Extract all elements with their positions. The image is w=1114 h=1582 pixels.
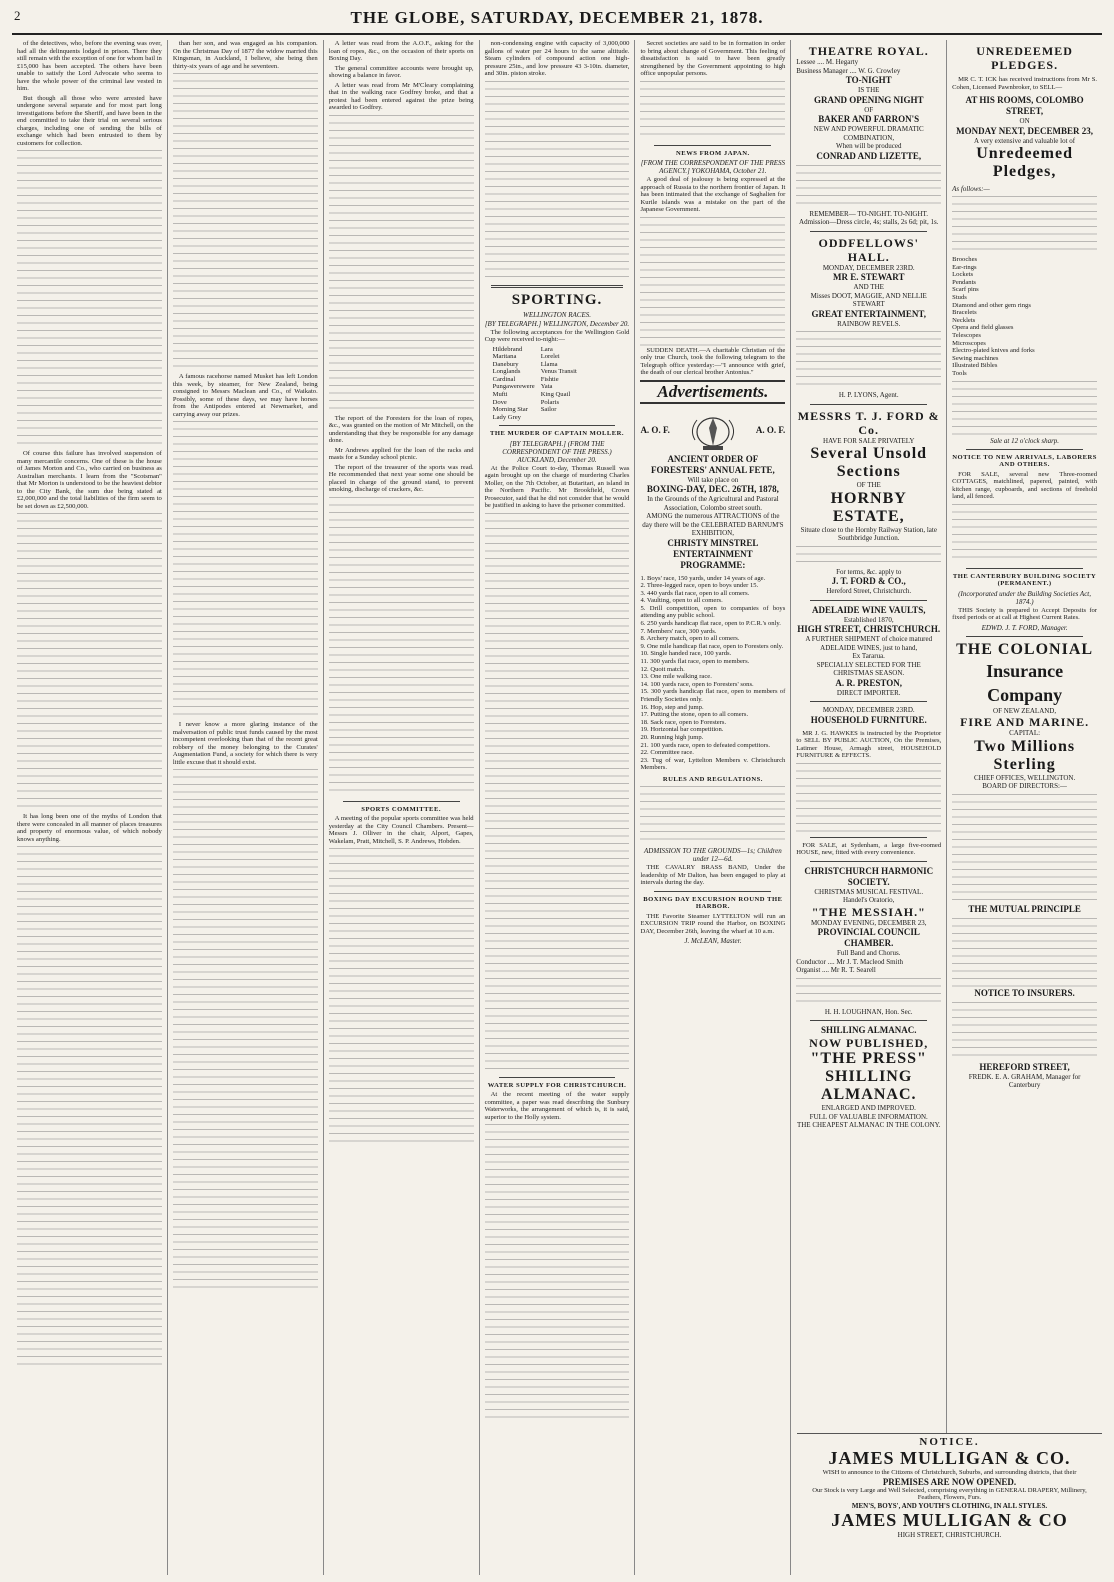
text-filler xyxy=(173,421,318,721)
masthead xyxy=(12,4,1102,35)
article-paragraph: I never know a more glaring instance of the malversation of public trust funds caused by the most incompetent overlooking than that of the recent great robbery of the money belonging to the Curates' Augmentation Fund, a society for which there is very little excuse that it should exist. xyxy=(172,721,318,766)
divider xyxy=(654,145,771,146)
horse-entry: Venus Transit xyxy=(540,368,577,376)
programme-list xyxy=(640,575,785,772)
pledge-item: Ear-rings xyxy=(952,263,977,271)
pledge-item: Sewing machines xyxy=(952,354,999,362)
adelaide-ship: Ex Tararua. xyxy=(852,652,885,660)
ford-addr: Hereford Street, Christchurch. xyxy=(826,587,912,595)
ford-agent: J. T. FORD & CO., xyxy=(831,576,906,586)
horse-entry: King Quail xyxy=(540,391,571,399)
pledge-item: Pendants xyxy=(952,278,976,286)
text-filler xyxy=(640,786,785,846)
pledge-item: Studs xyxy=(952,293,967,301)
text-filler xyxy=(329,115,474,415)
masthead-title: THE GLOBE, SATURDAY, DECEMBER 21, 1878. xyxy=(350,8,764,27)
adelaide-text: A FURTHER SHIPMENT of choice matured ADELAIDE WINES, just to hand, xyxy=(805,635,933,652)
rules-heading: RULES AND REGULATIONS. xyxy=(662,775,763,783)
byline: [BY TELEGRAPH.] (FROM THE CORRESPONDENT OF THE PRESS.) AUCKLAND, December 20. xyxy=(502,439,612,464)
divider xyxy=(966,449,1083,450)
pledge-item: Illustrated Bibles xyxy=(952,362,998,370)
almanac-now: NOW PUBLISHED, xyxy=(809,1036,929,1050)
programme-item: 9. One mile handicap flat race, open to Foresters only. xyxy=(640,642,784,650)
pledge-item: Necklets xyxy=(952,316,976,324)
programme-item: 23. Tug of war, Lyttelton Members v. Christchurch Members. xyxy=(640,756,786,772)
almanac-ad xyxy=(796,1025,941,1130)
pledges-at: AT HIS ROOMS, COLOMBO STREET, xyxy=(965,95,1084,116)
theatre-play: CONRAD AND LIZETTE, xyxy=(816,150,922,161)
harmonic-date: MONDAY EVENING, DECEMBER 23, xyxy=(810,918,927,927)
almanac-press: "THE PRESS" xyxy=(810,1050,927,1067)
notice-arrivals-text: FOR SALE, several new Three-roomed COTTAGES, matchlined, papered, painted, with kitchen range, cupboards, and sections of freehold land, all fenced. xyxy=(952,470,1098,500)
horse-entry: Maritana xyxy=(492,353,517,361)
article-paragraph: The following acceptances for the Wellington Gold Cup were received to-night:— xyxy=(484,328,630,343)
horse-entry: Llama xyxy=(540,360,558,368)
adelaide-role: DIRECT IMPORTER. xyxy=(836,688,901,697)
moller-heading: THE MURDER OF CAPTAIN MOLLER. xyxy=(489,430,625,438)
theatre-lessee: Lessee .... M. Hegarty xyxy=(796,58,859,66)
harmonic-organist: Organist .... Mr R. T. Searell xyxy=(796,966,876,974)
programme-item: 12. Quoit match. xyxy=(640,665,685,673)
excursion-sign: J. McLEAN, Master. xyxy=(684,937,742,946)
column-7 xyxy=(947,40,1102,1575)
programme-item: 7. Members' race, 300 yards. xyxy=(640,627,717,635)
programme-item: 22. Committee race. xyxy=(640,749,694,757)
text-filler xyxy=(640,217,785,347)
divider xyxy=(499,425,616,426)
oddfellows-ent: GREAT ENTERTAINMENT, xyxy=(811,308,926,319)
advertisements-heading: Advertisements. xyxy=(640,380,785,404)
programme-item: 1. Boys' race, 150 yards, under 14 years of age. xyxy=(640,574,766,582)
article-paragraph: A meeting of the popular sports committee was held yesterday at the City Council Chambers. Present—Messrs J. Olliver in the chair, Alport, Gapes, Wakelam, Pratt, Mitchell, S. P. Andrews, Hobden. xyxy=(328,815,474,845)
colonial-board: BOARD OF DIRECTORS:— xyxy=(982,782,1067,790)
almanac-small: SHILLING ALMANAC. xyxy=(820,1025,917,1035)
horse-entry: Longlands xyxy=(492,368,521,376)
text-filler xyxy=(796,546,941,568)
text-filler xyxy=(796,978,941,1008)
mulligan-footer-addr: HIGH STREET, CHRISTCHURCH. xyxy=(897,1530,1002,1539)
adelaide-ad xyxy=(796,605,941,698)
horse-entry: Dove xyxy=(492,398,507,406)
text-filler xyxy=(485,513,630,1073)
text-filler xyxy=(952,381,1097,436)
almanac-enlarged: ENLARGED AND IMPROVED. xyxy=(821,1104,916,1112)
text-filler xyxy=(485,1124,630,1424)
horse-entry: Hildebrand xyxy=(492,345,523,353)
article-paragraph: Secret societies are said to be in formation in order to bring about change of Government. This feeling of dissatisfaction is said to have been greatly strengthened by the Government appointing to high office unpopular persons. xyxy=(640,40,786,77)
column-2 xyxy=(168,40,324,1575)
text-filler xyxy=(796,165,941,210)
pledge-item: Scarf pins xyxy=(952,286,979,294)
excursion-heading: BOXING DAY EXCURSION ROUND THE HARBOR. xyxy=(643,895,783,911)
fete-date: BOXING-DAY, DEC. 26TH, 1878, xyxy=(646,484,779,494)
column-3 xyxy=(324,40,480,1575)
oddfellows-sign: H. P. LYONS, Agent. xyxy=(838,391,899,399)
text-filler xyxy=(796,331,941,391)
horse-entry: Pungawerewere xyxy=(492,383,535,391)
column-5 xyxy=(635,40,791,1575)
oddfellows-ad xyxy=(796,236,941,400)
article-paragraph: non-condensing engine with capacity of 3,000,000 gallons of water per 24 hours to the same altitude. Steam cylinders of compound action one high-pressure 25in., and low pressure 43 3-10in. diameter, and 30in. piston stroke. xyxy=(484,40,630,77)
harmonic-band: Full Band and Chorus. xyxy=(837,949,901,957)
household-ad xyxy=(796,706,941,726)
mulligan-stock: Our Stock is very Large and Well Selected, comprising everything in GENERAL DRAPERY, Millinery, Feathers, Flowers, Furs. xyxy=(812,1486,1087,1501)
foresters-fete-ad xyxy=(640,408,785,571)
horse-entry: Fishtie xyxy=(540,375,559,383)
article-paragraph: Of course this failure has involved suspension of many mercantile concerns. One of these is the house of James Morton and Co., who carried on business as Australian merchants. I learn from the "Scotsman" that Mr Morton is understood to be the heaviest debtor to the City Bank, the sum due being stated at £2,000,000 and the total liabilities of the firm seem to be set down as £2,500,000. xyxy=(17,450,162,510)
article-paragraph: A good deal of jealousy is being expressed at the approach of Russia to the northern frontier of Japan. It has been intimated that the exchange of Saghalien for Kurile islands was a mistake on the part of the Japanese Government. xyxy=(640,176,786,213)
adelaide-title: ADELAIDE WINE VAULTS, xyxy=(811,604,926,615)
almanac-shilling: SHILLING xyxy=(825,1068,913,1085)
theatre-prices: Admission—Dress circle, 4s; stalls, 2s 6d; pit, 1s. xyxy=(799,218,939,226)
programme-item: 11. 300 yards flat race, open to members. xyxy=(640,658,750,666)
text-filler xyxy=(485,81,630,281)
mulligan-notice-title: NOTICE. xyxy=(919,1436,980,1448)
horse-entry: Danebury xyxy=(492,360,519,368)
adelaide-est: Established 1870, xyxy=(843,615,894,624)
mulligan-text: WISH to announce to the Citizens of Christchurch, Suburbs, and surrounding districts, that their xyxy=(822,1469,1077,1476)
colonial-mutual: THE MUTUAL PRINCIPLE xyxy=(968,903,1081,914)
wellington-races-heading: WELLINGTON RACES. xyxy=(523,310,591,319)
almanac-full: FULL OF VALUABLE INFORMATION. xyxy=(809,1112,928,1121)
japan-heading: NEWS FROM JAPAN. xyxy=(676,149,750,157)
fete-attraction: AMONG the numerous ATTRACTIONS of the day there will be the CELEBRATED BARNUM'S EXHIBITION, xyxy=(642,512,784,537)
article-paragraph: than her son, and was engaged as his companion. On the Christmas Day of 1877 the widow married this Kingsman, in Auckland, I believe, she being then thirty-six years of age and he seventeen. xyxy=(172,40,318,70)
text-filler xyxy=(952,1002,1097,1062)
horse-entry: Polaris xyxy=(540,398,560,406)
canterbury-sub: (Incorporated under the Building Societies Act, 1874.) xyxy=(958,589,1091,606)
pledges-ad-body xyxy=(952,95,1097,181)
pledge-item: Electro-plated knives and forks xyxy=(952,347,1035,355)
theatre-desc: NEW AND POWERFUL DRAMATIC COMBINATION, xyxy=(813,125,924,142)
programme-item: 18. Sack race, open to Foresters. xyxy=(640,718,727,726)
adelaide-owner: A. R. PRESTON, xyxy=(835,677,903,688)
aof-label-right: A. O. F. xyxy=(755,425,786,435)
sudden-death-paragraph: SUDDEN DEATH.—A charitable Christian of the only true Church, took the following telegram to the Telegraph office yesterday:—"I announce with grief, the death of our clerical brother Antonius." xyxy=(640,346,786,376)
colonial-notice: NOTICE TO INSURERS. xyxy=(974,987,1075,998)
water-supply-heading: WATER SUPPLY FOR CHRISTCHURCH. xyxy=(487,1081,627,1089)
divider xyxy=(343,801,460,802)
colonial-name: Insurance Company xyxy=(986,660,1064,705)
programme-item: 10. Single handed race, 100 yards. xyxy=(640,650,732,658)
pledges-on: ON xyxy=(1019,117,1030,125)
pledge-item: Telescopes xyxy=(952,331,981,339)
household-date: MONDAY, DECEMBER 23RD. xyxy=(822,706,915,714)
ford-apply: For terms, &c. apply to xyxy=(836,567,902,576)
mulligan-name: JAMES MULLIGAN & CO. xyxy=(828,1448,1071,1468)
oddfellows-sub: RAINBOW REVELS. xyxy=(837,319,901,328)
oddfellows-date: MONDAY, DECEMBER 23RD. xyxy=(822,263,915,272)
excursion-text: THE Favorite Steamer LYTTELTON will run an EXCURSION TRIP round the Harbor, on BOXING DAY, December 26th, leaving the wharf at 10 a.m. xyxy=(640,912,786,935)
colonial-insurance-ad xyxy=(952,641,1097,1090)
ford-ad xyxy=(796,409,941,596)
byline: [BY TELEGRAPH.] WELLINGTON, December 20. xyxy=(484,319,630,328)
article-paragraph: A letter was read from Mr M'Cleary complaining that in the walking race Godfrey broke, and that a protest had been entered against the prize being awarded to Godfrey. xyxy=(328,81,474,111)
sports-committee-heading: SPORTS COMMITTEE. xyxy=(361,805,441,813)
programme-item: 14. 100 yards race, open to Foresters' sons. xyxy=(640,680,754,688)
pledge-item: Microscopes xyxy=(952,339,986,347)
pledges-big: Unredeemed Pledges, xyxy=(976,145,1073,180)
horse-entry: Lara xyxy=(540,345,553,353)
pledge-items-list xyxy=(952,256,1097,378)
notice-arrivals-heading: NOTICE TO NEW ARRIVALS, LABORERS AND OTHERS. xyxy=(952,453,1097,468)
divider xyxy=(654,891,771,892)
pledge-item: Lockets xyxy=(952,271,974,279)
colonial-office: HEREFORD STREET, xyxy=(979,1061,1070,1072)
text-filler xyxy=(952,196,1097,256)
theatre-remember: REMEMBER— TO-NIGHT. TO-NIGHT. xyxy=(809,209,929,218)
article-paragraph: A famous racehorse named Musket has left London this week, by steamer, for New Zealand, being consigned to Messrs Maclean and Co., of Waikato. Possibly, some of these days, we may have horses from the Antipodes entered at Newmarket, and carrying away our prizes. xyxy=(172,373,318,418)
pledges-as: As follows:— xyxy=(952,185,990,193)
mulligan-ad xyxy=(797,1433,1102,1576)
colonial-capital: Two Millions Sterling xyxy=(974,737,1076,773)
theatre-manager: Business Manager .... W. G. Crowley xyxy=(796,66,901,75)
text-filler xyxy=(173,769,318,1289)
text-filler xyxy=(17,150,162,450)
programme-item: 8. Archery match, open to all comers. xyxy=(640,635,740,643)
programme-item: 13. One mile walking race. xyxy=(640,673,712,681)
oddfellows-title: ODDFELLOWS' HALL. xyxy=(818,235,919,264)
text-filler xyxy=(952,918,1097,988)
household-text: MR J. G. HAWKES is instructed by the Proprietor to SELL BY PUBLIC AUCTION, On the Premises, Latimer House, Armagh street, HOUSEHOLD FURNITURE & EFFECTS. xyxy=(796,729,942,759)
page-number: 2 xyxy=(14,8,22,23)
fete-sub: Will take place on xyxy=(687,475,739,484)
harmonic-sign: H. H. LOUGHNAN, Hon. Sec. xyxy=(824,1007,913,1016)
article-paragraph: Mr Andrews applied for the loan of the racks and masts for a Sunday school picnic. xyxy=(328,446,474,461)
article-paragraph: It has long been one of the myths of London that there were concealed in all manner of places treasures and property of enormous value, of which nobody knows anything. xyxy=(17,813,162,843)
pledges-title: UNREDEEMED PLEDGES. xyxy=(976,44,1073,72)
programme-item: 20. Running high jump. xyxy=(640,733,704,741)
pledges-date: MONDAY NEXT, DECEMBER 23, xyxy=(956,125,1094,136)
divider xyxy=(499,1077,616,1078)
oddfellows-misses: Misses DOOT, MAGGIE, AND NELLIE STEWART xyxy=(810,291,927,308)
colonial-manager: FREDK. E. A. GRAHAM, Manager for Canterbury xyxy=(968,1072,1081,1089)
text-filler xyxy=(17,513,162,813)
admission-text: ADMISSION TO THE GROUNDS—1s; Children under 12—6d. xyxy=(644,847,782,864)
mulligan-footer-name: JAMES MULLIGAN & CO xyxy=(831,1509,1068,1530)
aof-label-left: A. O. F. xyxy=(640,425,670,435)
pledge-item: Diamond and other gem rings xyxy=(952,301,1031,309)
colonial-fire: FIRE AND MARINE. xyxy=(960,715,1090,729)
horse-entry: Morning Star xyxy=(492,406,528,414)
canterbury-sign: EDWD. J. T. FORD, Manager. xyxy=(981,623,1068,632)
for-sale-text: FOR SALE, at Sydenham, a large five-roomed HOUSE, new, fitted with every convenience. xyxy=(796,841,942,856)
pledges-ad xyxy=(952,44,1097,72)
colonial-capital-label: CAPITAL: xyxy=(1009,729,1041,737)
oddfellows-and: AND THE xyxy=(853,283,884,291)
household-title: HOUSEHOLD FURNITURE. xyxy=(810,714,927,725)
colonial-the: THE COLONIAL xyxy=(956,640,1094,658)
text-filler xyxy=(329,497,474,797)
article-paragraph: The report of the Foresters for the loan of ropes, &c., was granted on the motion of Mr Mitchell, on the understanding that they be responsible for any damage done. xyxy=(328,414,474,444)
divider xyxy=(810,701,927,702)
programme-item: 16. Hop, step and jump. xyxy=(640,703,704,711)
pledge-item: Opera and field glasses xyxy=(952,324,1014,332)
fete-title: ANCIENT ORDER OF FORESTERS' ANNUAL FETE, xyxy=(650,453,775,475)
ford-estate: HORNBY ESTATE, xyxy=(830,489,907,525)
article-paragraph: A letter was read from the A.O.F., asking for the loan of ropes, &c., on the occasion of their sports on Boxing Day. xyxy=(328,40,474,62)
byline: [FROM THE CORRESPONDENT OF THE PRESS AGENCY.] YOKOHAMA, October 21. xyxy=(640,159,786,175)
horse-entry: Lady Grey xyxy=(492,413,521,421)
adelaide-special: SPECIALLY SELECTED FOR THE CHRISTMAS SEASON. xyxy=(816,660,921,677)
divider xyxy=(810,1020,927,1021)
text-filler xyxy=(640,81,785,141)
theatre-appear: When will be produced xyxy=(835,142,902,150)
harmonic-sub: CHRISTMAS MUSICAL FESTIVAL. xyxy=(814,887,924,896)
programme-item: 17. Putting the stone, open to all comers. xyxy=(640,711,749,719)
mulligan-premises: PREMISES ARE NOW OPENED. xyxy=(882,1476,1017,1487)
programme-item: 4. Vaulting, open to all comers. xyxy=(640,597,723,605)
colonial-of: OF NEW ZEALAND, xyxy=(993,706,1057,715)
mulligan-clothing: MEN'S, BOYS', AND YOUTH'S CLOTHING, IN ALL STYLES. xyxy=(851,1501,1048,1510)
divider xyxy=(966,568,1083,569)
adelaide-addr: HIGH STREET, CHRISTCHURCH. xyxy=(797,624,941,634)
harmonic-ad xyxy=(796,866,941,1017)
theatre-of: OF xyxy=(864,105,874,114)
text-filler xyxy=(329,848,474,1148)
harmonic-title: CHRISTCHURCH HARMONIC SOCIETY. xyxy=(804,865,934,887)
horse-entry: Sailor xyxy=(540,406,557,414)
programme-item: 3. 440 yards flat race, open to all comers. xyxy=(640,589,750,597)
divider xyxy=(491,285,624,288)
divider xyxy=(810,231,927,232)
article-paragraph: At the Police Court to-day, Thomas Russell was again brought up on the charge of murdering Charles Moller, on the 7th October, at Butaritari, an island in the Northern Pacific. Mr Brookfield, Crown Prosecutor, said that he did not consider that he would be justified in asking to have the prisoner committed. xyxy=(484,464,630,510)
horse-entry: Mufti xyxy=(492,391,508,399)
article-paragraph: At the recent meeting of the water supply committee, a paper was read describing the Sunbury Waterworks, the arrangement of which is, it is said, superior to the Holly system. xyxy=(484,1091,630,1121)
divider xyxy=(810,837,927,838)
text-filler xyxy=(173,73,318,373)
almanac-alm: ALMANAC. xyxy=(820,1086,917,1103)
horse-list-left xyxy=(493,346,535,422)
ford-big: Several Unsold Sections xyxy=(810,445,928,480)
horse-entry: Cardinal xyxy=(492,375,516,383)
harmonic-conductor: Conductor .... Mr J. T. Macleod Smith xyxy=(796,957,903,966)
theatre-opening: GRAND OPENING NIGHT xyxy=(813,94,924,105)
divider xyxy=(966,636,1083,637)
sporting-heading: SPORTING. xyxy=(511,291,603,308)
column-1 xyxy=(12,40,168,1575)
column-4 xyxy=(480,40,636,1575)
text-filler xyxy=(952,794,1097,904)
pledges-sale: Sale at 12 o'clock sharp. xyxy=(990,436,1060,445)
theatre-is-the: IS THE xyxy=(857,86,880,94)
programme-item: 19. Horizontal bar competition. xyxy=(640,726,724,734)
canterbury-heading: THE CANTERBURY BUILDING SOCIETY (PERMANENT.) xyxy=(952,572,1097,587)
programme-item: 5. Drill competition, open to companies of boys attending any public school. xyxy=(640,604,786,620)
article-paragraph: But though all those who were arrested have undergone several separate and for most part long investigations before the Sheriff, and have been in the end committed to take their trial on several serious charges, including one of sending the bills of exchange which had been entrusted to them by customers for collection. xyxy=(17,94,162,147)
pledges-text: MR C. T. ICK has received instructions from Mr S. Cohen, Licensed Pawnbroker, to SELL— xyxy=(952,76,1098,91)
pledges-desc: A very extensive and valuable lot of xyxy=(974,136,1076,145)
programme-item: 15. 300 yards handicap flat race, open to members of Friendly Societies only. xyxy=(640,688,786,703)
pledge-item: Brooches xyxy=(952,256,978,263)
column-6 xyxy=(791,40,947,1575)
theatre-tonight: TO-NIGHT xyxy=(845,75,892,85)
programme-item: 2. Three-legged race, open to boys under 15. xyxy=(640,582,759,590)
programme-item: 6. 250 yards handicap flat race, open to P.C.R.'s only. xyxy=(640,620,781,628)
horse-entry: Yata xyxy=(540,383,553,391)
article-paragraph: of the detectives, who, before the evening was over, had all the delinquents lodged in prison. There they still remain with the exception of one for whom bail in £15,000 has been accepted. The others have been unable to satisfy the Lord Advocate who seems to have the whole power of the criminal law vested in him. xyxy=(17,40,162,92)
cavalry-band-text: THE CAVALRY BRASS BAND, Under the leadership of Mr Dalton, has been engaged to play at intervals during the day. xyxy=(640,864,786,887)
theatre-title: THEATRE ROYAL. xyxy=(808,44,929,58)
theatre-royal-ad xyxy=(796,44,941,227)
article-paragraph: The report of the treasurer of the sports was read. He recommended that next year some one should be placed in charge of the ground stand, to prevent smoking, discharge of crackers, &c. xyxy=(328,463,474,493)
article-paragraph: The general committee accounts were brought up, showing a balance in favor. xyxy=(328,64,474,79)
theatre-company: BAKER AND FARRON'S xyxy=(818,114,920,124)
foresters-crest-icon xyxy=(683,410,743,452)
ford-title: MESSRS T. J. FORD & Co. xyxy=(797,408,940,437)
text-filler xyxy=(796,763,941,833)
ford-loc: Situate close to the Hornby Railway Station, late Southbridge Junction. xyxy=(800,525,937,542)
harmonic-oratorio: Handel's Oratorio, xyxy=(843,896,895,904)
ford-of: OF THE xyxy=(856,481,881,489)
text-filler xyxy=(952,504,1097,564)
harmonic-place: PROVINCIAL COUNCIL CHAMBER. xyxy=(817,927,920,948)
divider xyxy=(810,861,927,862)
text-filler xyxy=(17,846,162,1366)
programme-item: 21. 100 yards race, open to defeated competitors. xyxy=(640,741,771,749)
horse-list-right xyxy=(541,346,577,422)
ford-sub: HAVE FOR SALE PRIVATELY xyxy=(823,436,915,445)
harmonic-messiah: "THE MESSIAH." xyxy=(811,904,926,919)
pledge-item: Bracelets xyxy=(952,309,977,317)
fete-place: In the Grounds of the Agricultural and Pastoral Association, Colombo street south. xyxy=(647,495,779,512)
almanac-cheapest: THE CHEAPEST ALMANAC IN THE COLONY. xyxy=(796,1121,941,1129)
divider xyxy=(810,404,927,405)
colonial-offices: CHIEF OFFICES, WELLINGTON. xyxy=(973,773,1076,782)
minstrel-title: CHRISTY MINSTREL ENTERTAINMENT xyxy=(667,537,759,559)
programme-heading: PROGRAMME: xyxy=(680,559,746,570)
pledge-item: Tools xyxy=(952,369,967,377)
oddfellows-name: MR E. STEWART xyxy=(833,272,905,282)
canterbury-text: THIS Society is prepared to Accept Deposits for fixed periods or at call at Highest Current Rates. xyxy=(952,606,1098,621)
divider xyxy=(810,600,927,601)
horse-entry: Lorelei xyxy=(540,353,560,361)
